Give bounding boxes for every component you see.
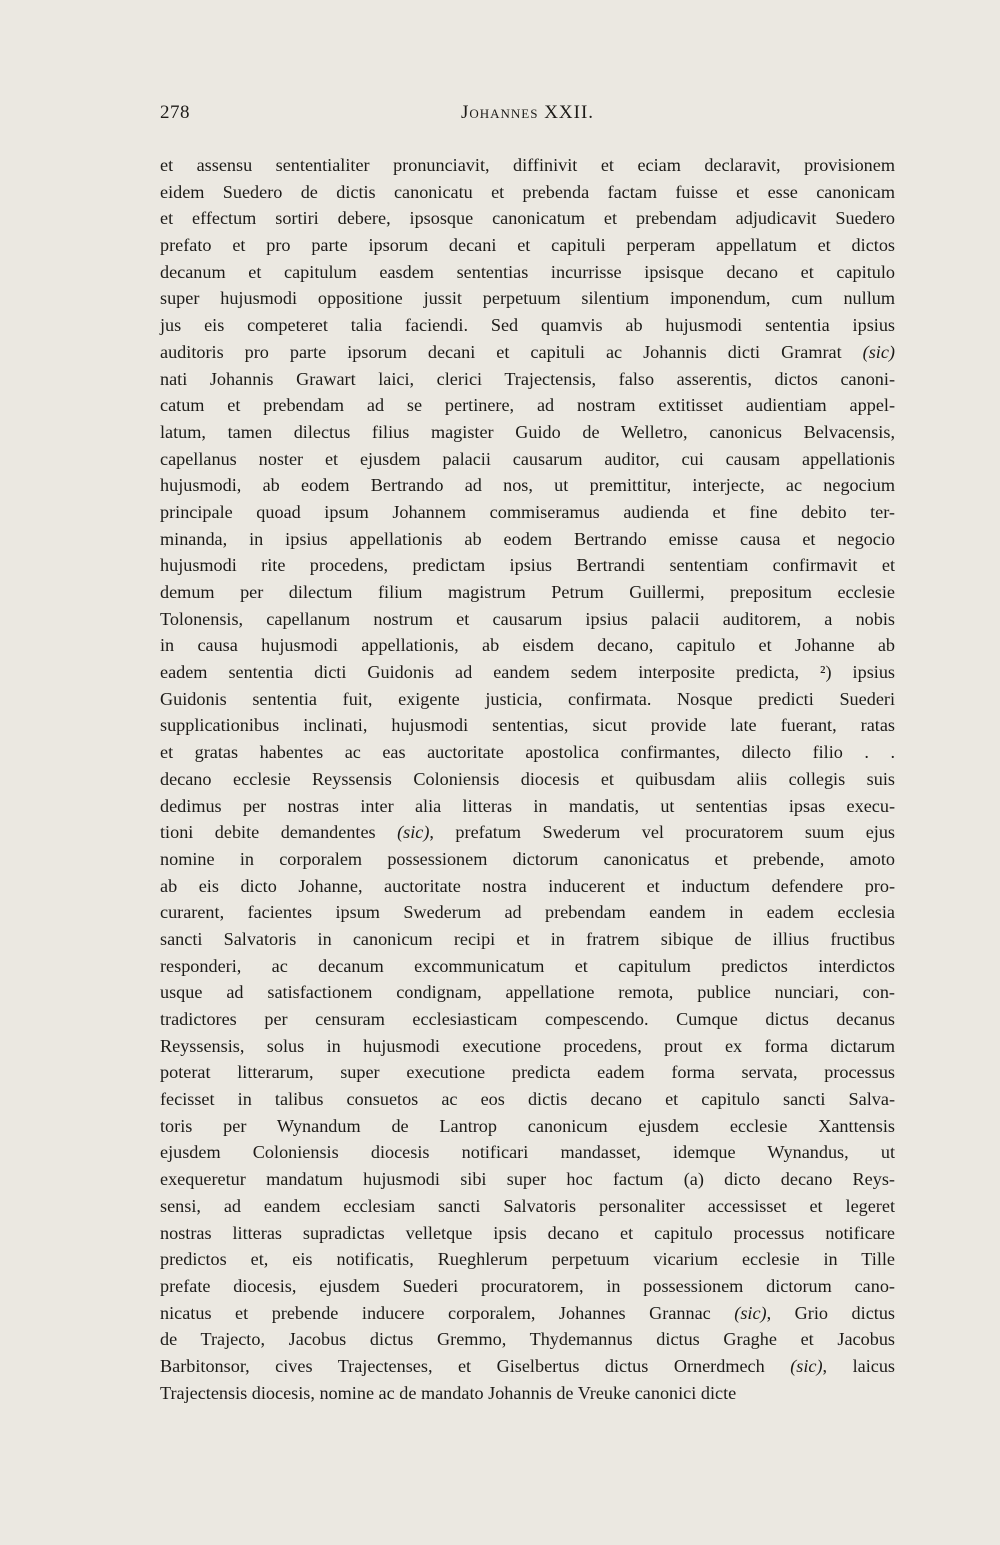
text-line: Trajectensis diocesis, nomine ac de mandato Johannis de Vreuke canonici dicte	[160, 1382, 737, 1403]
text-line: latum, tamen dilectus filius magister Guido de Welletro, canonicus Belvacensis,	[160, 421, 895, 442]
text-line: tradictores per censuram ecclesiasticam compescendo. Cumque dictus decanus	[160, 1009, 895, 1029]
text-line: Guidonis sententia fuit, exigente justicia, confirmata. Nosque predicti Suederi	[160, 688, 895, 709]
text-line: tioni debite demandentes (sic), prefatum Swederum vel procuratorem suum ejus	[160, 822, 895, 843]
text-line: super hujusmodi oppositione jussit perpetuum silentium imponendum, cum nullum	[160, 288, 895, 309]
running-head	[160, 102, 895, 132]
text-line: Barbitonsor, cives Trajectenses, et Giselbertus dictus Ornerdmech (sic), laicus	[160, 1355, 895, 1376]
text-line: minanda, in ipsius appellationis ab eodem Bertrando emisse causa et negocio	[160, 528, 895, 549]
text-line: exequeretur mandatum hujusmodi sibi super hoc factum (a) dicto decano Reys-	[160, 1169, 895, 1190]
text-line: prefate diocesis, ejusdem Suederi procuratorem, in possessionem dictorum cano-	[160, 1275, 895, 1296]
text-line: poterat litterarum, super executione predicta eadem forma servata, processus	[160, 1062, 895, 1083]
text-line: sensi, ad eandem ecclesiam sancti Salvatoris personaliter accessisset et legeret	[160, 1195, 895, 1216]
text-line: nati Johannis Grawart laici, clerici Trajectensis, falso asserentis, dictos canoni-	[160, 368, 895, 389]
text-line: usque ad satisfactionem condignam, appellatione remota, publice nunciari, con-	[160, 982, 895, 1003]
text-line: principale quoad ipsum Johannem commiseramus audienda et fine debito ter-	[160, 501, 895, 522]
text-line: nostras litteras supradictas velletque ipsis decano et capitulo processus notificare	[160, 1222, 895, 1243]
text-line: et effectum sortiri debere, ipsosque canonicatum et prebendam adjudicavit Suedero	[160, 208, 895, 229]
text-line: eadem sententia dicti Guidonis ad eandem sedem interposite predicta, ²) ipsius	[160, 662, 895, 683]
text-line: decanum et capitulum easdem sententias incurrisse ipsisque decano et capitulo	[160, 261, 895, 282]
text-line: et assensu sententialiter pronunciavit, diffinivit et eciam declaravit, provisionem	[160, 155, 895, 175]
page-number: 278	[160, 102, 190, 123]
text-line: prefato et pro parte ipsorum decani et capituli perperam appellatum et dictos	[160, 235, 895, 256]
text-line: eidem Suedero de dictis canonicatu et prebenda factam fuisse et esse canonicam	[160, 181, 895, 202]
text-line: sancti Salvatoris in canonicum recipi et in fratrem sibique de illius fructibus	[160, 928, 895, 949]
text-line: auditoris pro parte ipsorum decani et capituli ac Johannis dicti Gramrat (sic)	[160, 341, 895, 362]
text-line: jus eis competeret talia faciendi. Sed quamvis ab hujusmodi sententia ipsius	[160, 315, 895, 336]
text-line: nomine in corporalem possessionem dictorum canonicatus et prebende, amoto	[160, 848, 895, 869]
text-line: toris per Wynandum de Lantrop canonicum ejusdem ecclesie Xanttensis	[160, 1115, 895, 1136]
text-line: Reyssensis, solus in hujusmodi executione procedens, prout ex forma dictarum	[160, 1035, 895, 1056]
text-line: Tolonensis, capellanum nostrum et causarum ipsius palacii auditorem, a nobis	[160, 608, 895, 629]
text-line: responderi, ac decanum excommunicatum et capitulum predictos interdictos	[160, 955, 895, 976]
text-line: in causa hujusmodi appellationis, ab eisdem decano, capitulo et Johanne ab	[160, 635, 895, 656]
text-line: dedimus per nostras inter alia litteras in mandatis, ut sententias ipsas execu-	[160, 795, 895, 816]
text-line: curarent, facientes ipsum Swederum ad prebendam eandem in eadem ecclesia	[160, 902, 895, 923]
text-line: decano ecclesie Reyssensis Coloniensis diocesis et quibusdam aliis collegis suis	[160, 768, 895, 789]
text-line: nicatus et prebende inducere corporalem, Johannes Grannac (sic), Grio dictus	[160, 1302, 895, 1323]
text-line: ejusdem Coloniensis diocesis notificari mandasset, idemque Wynandus, ut	[160, 1142, 895, 1163]
text-line: catum et prebendam ad se pertinere, ad nostram extitisset audientiam appel-	[160, 395, 895, 416]
text-line: et gratas habentes ac eas auctoritate apostolica confirmantes, dilecto filio . .	[160, 742, 895, 763]
body-text	[160, 152, 895, 1406]
text-line: fecisset in talibus consuetos ac eos dictis decano et capitulo sancti Salva-	[160, 1089, 895, 1110]
text-line: hujusmodi rite procedens, predictam ipsius Bertrandi sententiam confirmavit et	[160, 555, 895, 576]
text-line: de Trajecto, Jacobus dictus Gremmo, Thydemannus dictus Graghe et Jacobus	[160, 1329, 895, 1350]
text-line: capellanus noster et ejusdem palacii causarum auditor, cui causam appellationis	[160, 448, 895, 469]
text-line: ab eis dicto Johanne, auctoritate nostra inducerent et inductum defendere pro-	[160, 875, 895, 896]
text-line: demum per dilectum filium magistrum Petrum Guillermi, prepositum ecclesie	[160, 582, 895, 602]
running-title: Johannes XXII.	[460, 102, 595, 123]
text-line: hujusmodi, ab eodem Bertrando ad nos, ut premittitur, interjecte, ac negocium	[160, 475, 895, 496]
text-line: predictos et, eis notificatis, Rueghlerum perpetuum vicarium ecclesie in Tille	[160, 1249, 895, 1270]
text-line: supplicationibus inclinati, hujusmodi sententias, sicut provide late fuerant, ratas	[160, 715, 895, 736]
